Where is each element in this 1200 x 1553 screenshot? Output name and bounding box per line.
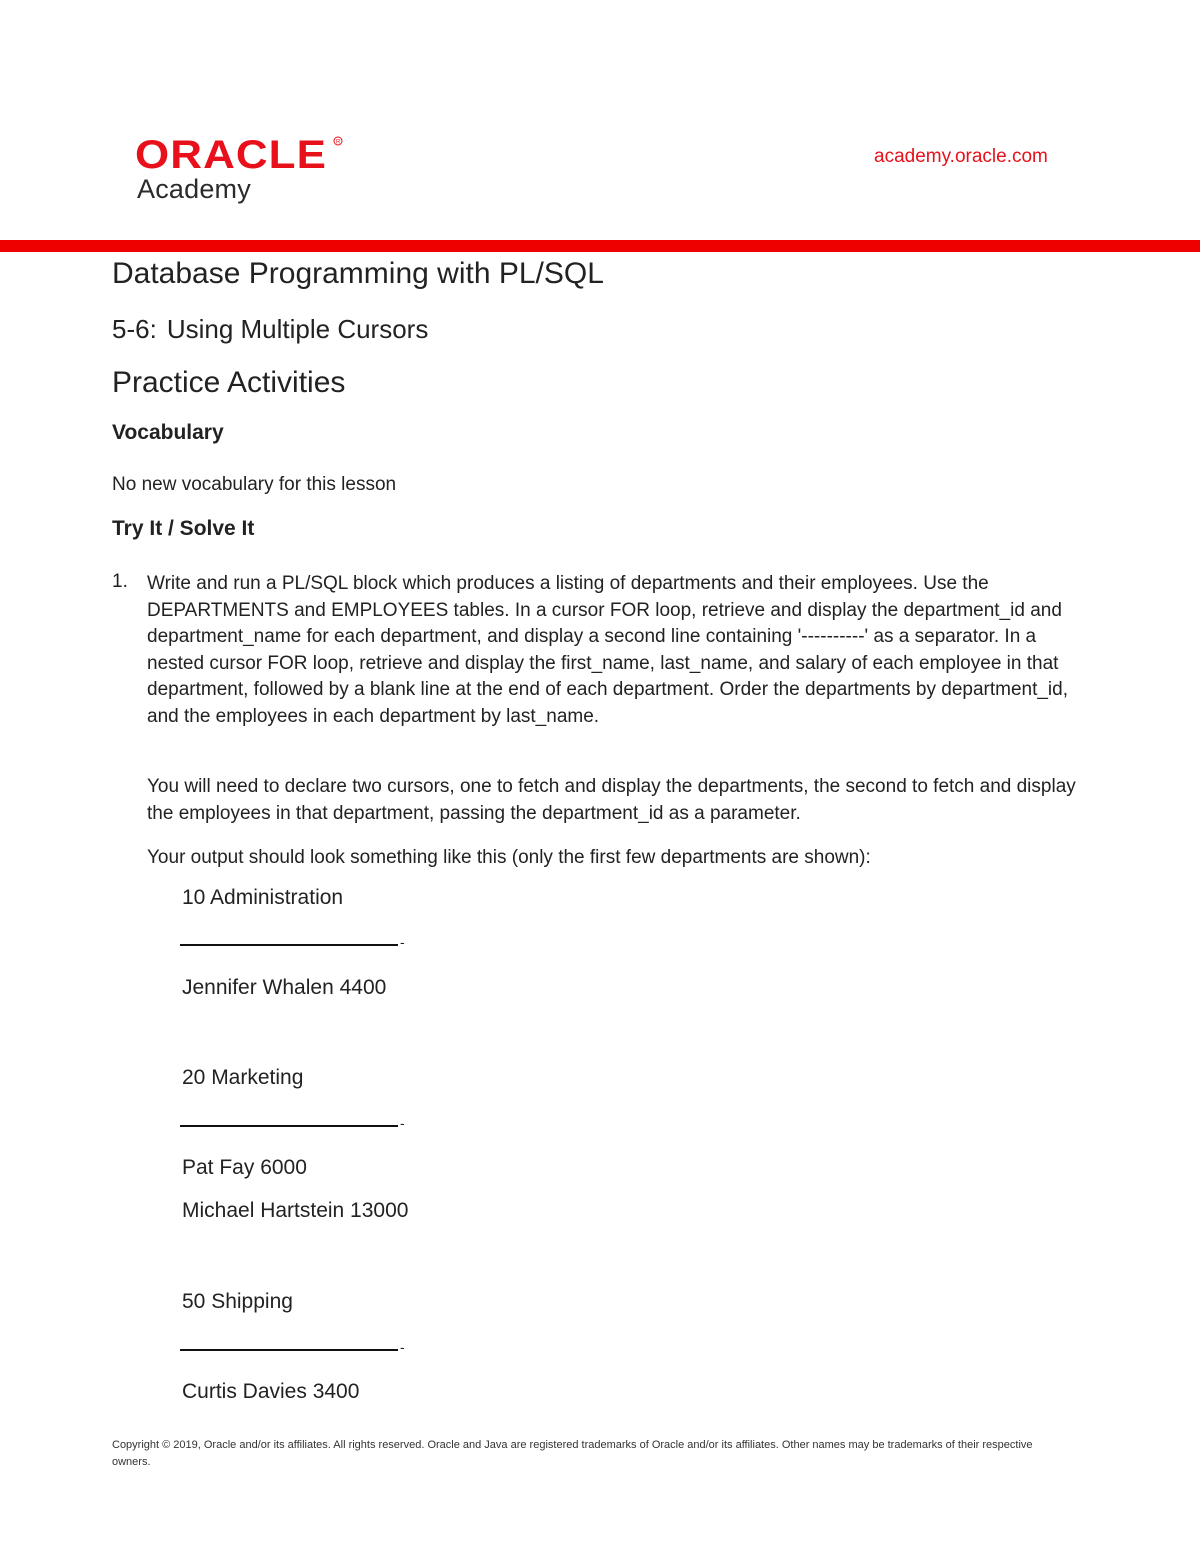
site-url-link[interactable]: academy.oracle.com bbox=[874, 146, 1048, 167]
vocabulary-heading: Vocabulary bbox=[112, 421, 224, 444]
instruction-paragraph: You will need to declare two cursors, one to fetch and display the departments, the second to fetch and display the employees in that department, passing the department_id as a parameter. bbox=[147, 776, 1076, 824]
output-department-line: 20 Marketing bbox=[182, 1066, 304, 1089]
section-title: Practice Activities bbox=[112, 366, 346, 399]
oracle-logo bbox=[135, 132, 345, 176]
output-separator bbox=[180, 934, 405, 950]
lesson-number: 5-6: bbox=[112, 314, 157, 344]
oracle-logo-text: ORACLE bbox=[135, 133, 327, 176]
header-divider bbox=[0, 240, 1200, 252]
output-department-line: 10 Administration bbox=[182, 886, 344, 909]
course-title: Database Programming with PL/SQL bbox=[112, 257, 604, 290]
lesson-heading bbox=[112, 314, 428, 345]
try-it-heading: Try It / Solve It bbox=[112, 517, 255, 540]
lesson-title: Using Multiple Cursors bbox=[166, 314, 429, 344]
svg-text:R: R bbox=[336, 139, 341, 146]
separator-dash: - bbox=[400, 1339, 405, 1355]
output-employee-line: Pat Fay 6000 bbox=[182, 1156, 307, 1179]
output-employee-line: Jennifer Whalen 4400 bbox=[182, 976, 387, 999]
output-employee-line: Curtis Davies 3400 bbox=[182, 1380, 360, 1403]
instruction-paragraph: Your output should look something like this (only the first few departments are shown): bbox=[147, 847, 871, 868]
output-department-line: 50 Shipping bbox=[182, 1290, 293, 1313]
output-employee-line: Michael Hartstein 13000 bbox=[182, 1199, 409, 1222]
copyright-footer: Copyright © 2019, Oracle and/or its affiliates. All rights reserved. Oracle and Java are registered trademarks of Oracle and/or its affiliates. Other names may be trademarks of their respective owners. bbox=[112, 1439, 1033, 1468]
output-separator bbox=[180, 1339, 405, 1355]
output-separator bbox=[180, 1115, 405, 1131]
instruction-paragraph: Write and run a PL/SQL block which produces a listing of departments and their employees. Use the DEPARTMENTS and EMPLOYEES tables. In a cursor FOR loop, retrieve and display the department_id and department_name for each department, and display a second line containing '----------' as a separator. In a nested cursor FOR loop, retrieve and display the first_name, last_name, and salary of each employee in that department, followed by a blank line at the end of each department. Order the departments by department_id, and the employees in each department by last_name. bbox=[147, 573, 1068, 727]
logo-subtitle: Academy bbox=[137, 174, 251, 204]
separator-dash: - bbox=[400, 1115, 405, 1131]
list-item-number: 1. bbox=[112, 571, 128, 592]
vocabulary-text: No new vocabulary for this lesson bbox=[112, 474, 397, 495]
separator-dash: - bbox=[400, 934, 405, 950]
